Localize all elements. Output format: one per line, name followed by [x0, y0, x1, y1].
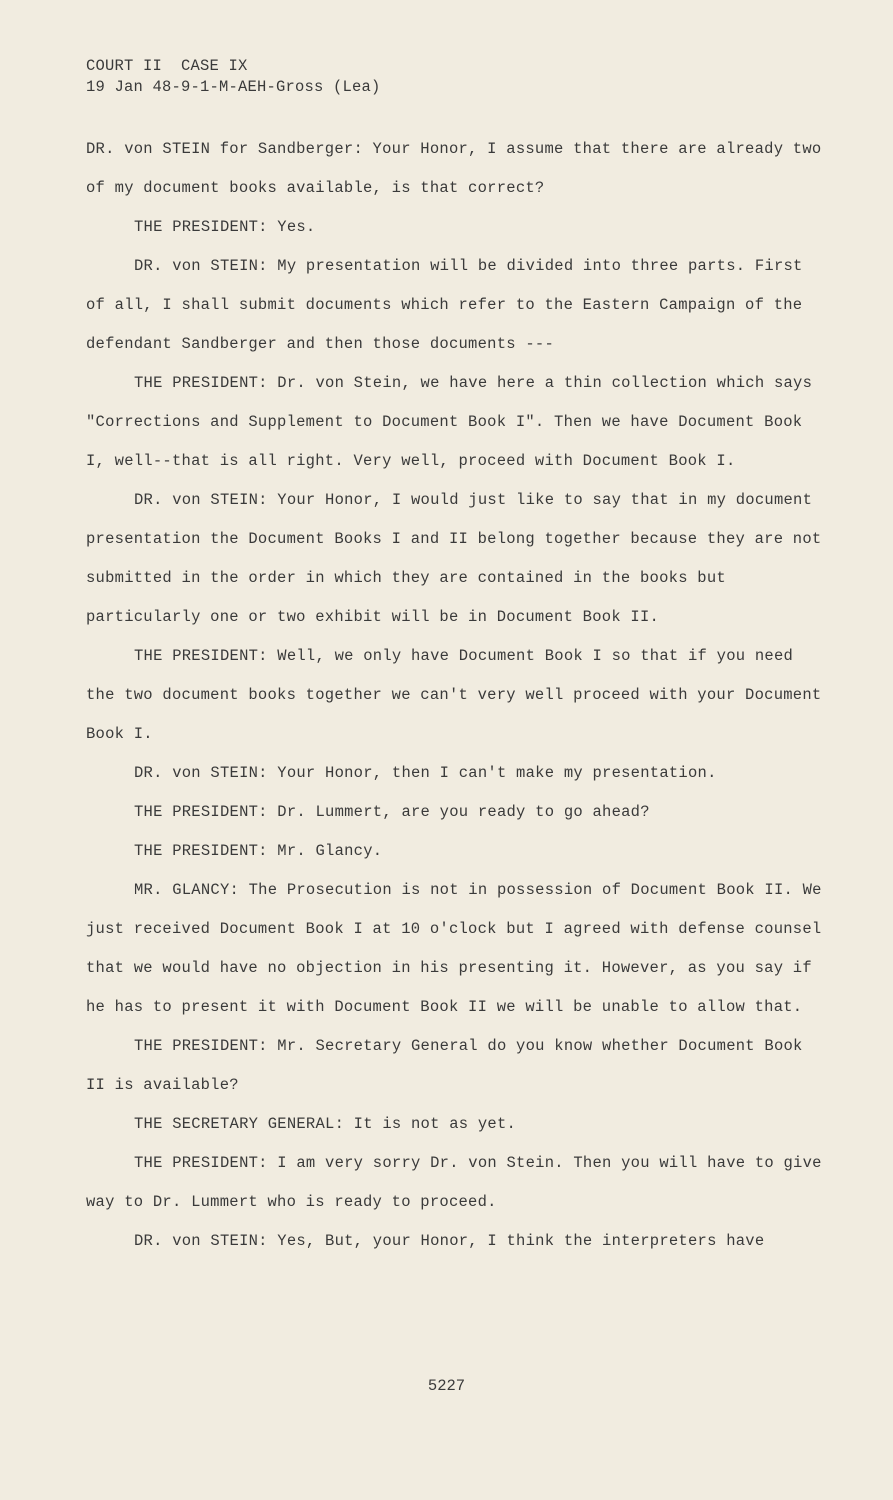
header-reference: 19 Jan 48-9-1-M-AEH-Gross (Lea)	[86, 78, 381, 96]
transcript-paragraph: THE SECRETARY GENERAL: It is not as yet.	[134, 1115, 517, 1133]
transcript-paragraph: THE PRESIDENT: Dr. von Stein, we have here a thin collection which says "Corrections and Supplement to Document Book I". Then we have Document Book I, well--that is all right. Very well, proceed with Document Book I.	[86, 374, 813, 470]
transcript-body	[86, 130, 826, 1261]
transcript-paragraph: MR. GLANCY: The Prosecution is not in possession of Document Book II. We just received Document Book I at 10 o'clock but I agreed with defense counsel that we would have no objection in his presenting it. However, as you say if he has to present it with Document Book II we will be unable to allow that.	[86, 881, 822, 1016]
transcript-paragraph: THE PRESIDENT: Well, we only have Document Book I so that if you need the two document books together we can't very well proceed with your Document Book I.	[86, 647, 822, 743]
transcript-paragraph: DR. von STEIN: Your Honor, then I can't make my presentation.	[134, 764, 717, 782]
transcript-paragraph: THE PRESIDENT: I am very sorry Dr. von Stein. Then you will have to give way to Dr. Lummert who is ready to proceed.	[86, 1154, 822, 1211]
transcript-paragraph: DR. von STEIN for Sandberger: Your Honor, I assume that there are already two of my document books available, is that correct?	[86, 140, 822, 197]
transcript-paragraph: DR. von STEIN: Your Honor, I would just like to say that in my document presentation the Document Books I and II belong together because they are not submitted in the order in which they are contained in the books but particularly one or two exhibit will be in Document Book II.	[86, 491, 822, 626]
document-header	[86, 56, 381, 98]
transcript-paragraph: THE PRESIDENT: Dr. Lummert, are you ready to go ahead?	[134, 803, 650, 821]
header-court-case: COURT II CASE IX	[86, 57, 248, 75]
page-number: 5227	[427, 1377, 466, 1395]
transcript-paragraph: THE PRESIDENT: Mr. Glancy.	[134, 842, 383, 860]
transcript-paragraph: DR. von STEIN: My presentation will be divided into three parts. First of all, I shall submit documents which refer to the Eastern Campaign of the defendant Sandberger and then those documents ---	[86, 257, 803, 353]
transcript-paragraph: THE PRESIDENT: Yes.	[134, 218, 316, 236]
transcript-paragraph: THE PRESIDENT: Mr. Secretary General do you know whether Document Book II is available?	[86, 1037, 803, 1094]
transcript-paragraph: DR. von STEIN: Yes, But, your Honor, I think the interpreters have	[134, 1232, 765, 1250]
